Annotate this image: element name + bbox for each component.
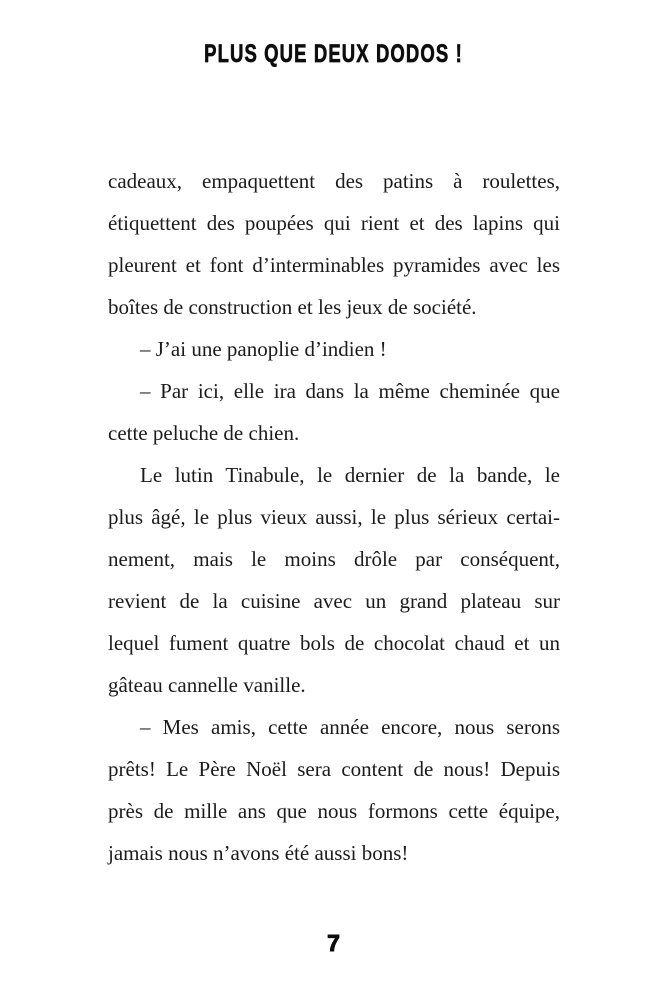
paragraph: [108, 370, 560, 454]
text-line: jamais nous n’avons été aussi bons!: [108, 841, 409, 865]
paragraph: [108, 454, 560, 706]
text-line: cette peluche de chien.: [108, 421, 300, 445]
text-line: cadeaux, empaquettent des patins à roulettes,: [108, 169, 560, 193]
body-text: [108, 160, 560, 874]
text-line: près de mille ans que nous formons cette équipe,: [108, 799, 560, 823]
chapter-title: PLUS QUE DEUX DODOS !: [204, 40, 463, 68]
text-line: – Par ici, elle ira dans la même cheminée que: [140, 379, 560, 403]
text-line: revient de la cuisine avec un grand plateau sur: [108, 589, 560, 613]
paragraph: [108, 328, 560, 370]
text-line: – J’ai une panoplie d’indien !: [140, 337, 387, 361]
text-line: boîtes de construction et les jeux de société.: [108, 295, 477, 319]
text-line: – Mes amis, cette année encore, nous serons: [140, 715, 560, 739]
text-line: étiquettent des poupées qui rient et des lapins qui: [108, 211, 560, 235]
paragraph: [108, 706, 560, 874]
paragraph: [108, 160, 560, 328]
text-line: lequel fument quatre bols de chocolat chaud et un: [108, 631, 560, 655]
text-line: prêts! Le Père Noël sera content de nous! Depuis: [108, 757, 560, 781]
text-line: Le lutin Tinabule, le dernier de la bande, le: [140, 463, 560, 487]
page-number: 7: [327, 930, 340, 956]
text-line: pleurent et font d’interminables pyramides avec les: [108, 253, 560, 277]
text-line: nement, mais le moins drôle par conséquent,: [108, 547, 560, 571]
text-line: plus âgé, le plus vieux aussi, le plus sérieux certai-: [108, 505, 560, 529]
text-line: gâteau cannelle vanille.: [108, 673, 306, 697]
